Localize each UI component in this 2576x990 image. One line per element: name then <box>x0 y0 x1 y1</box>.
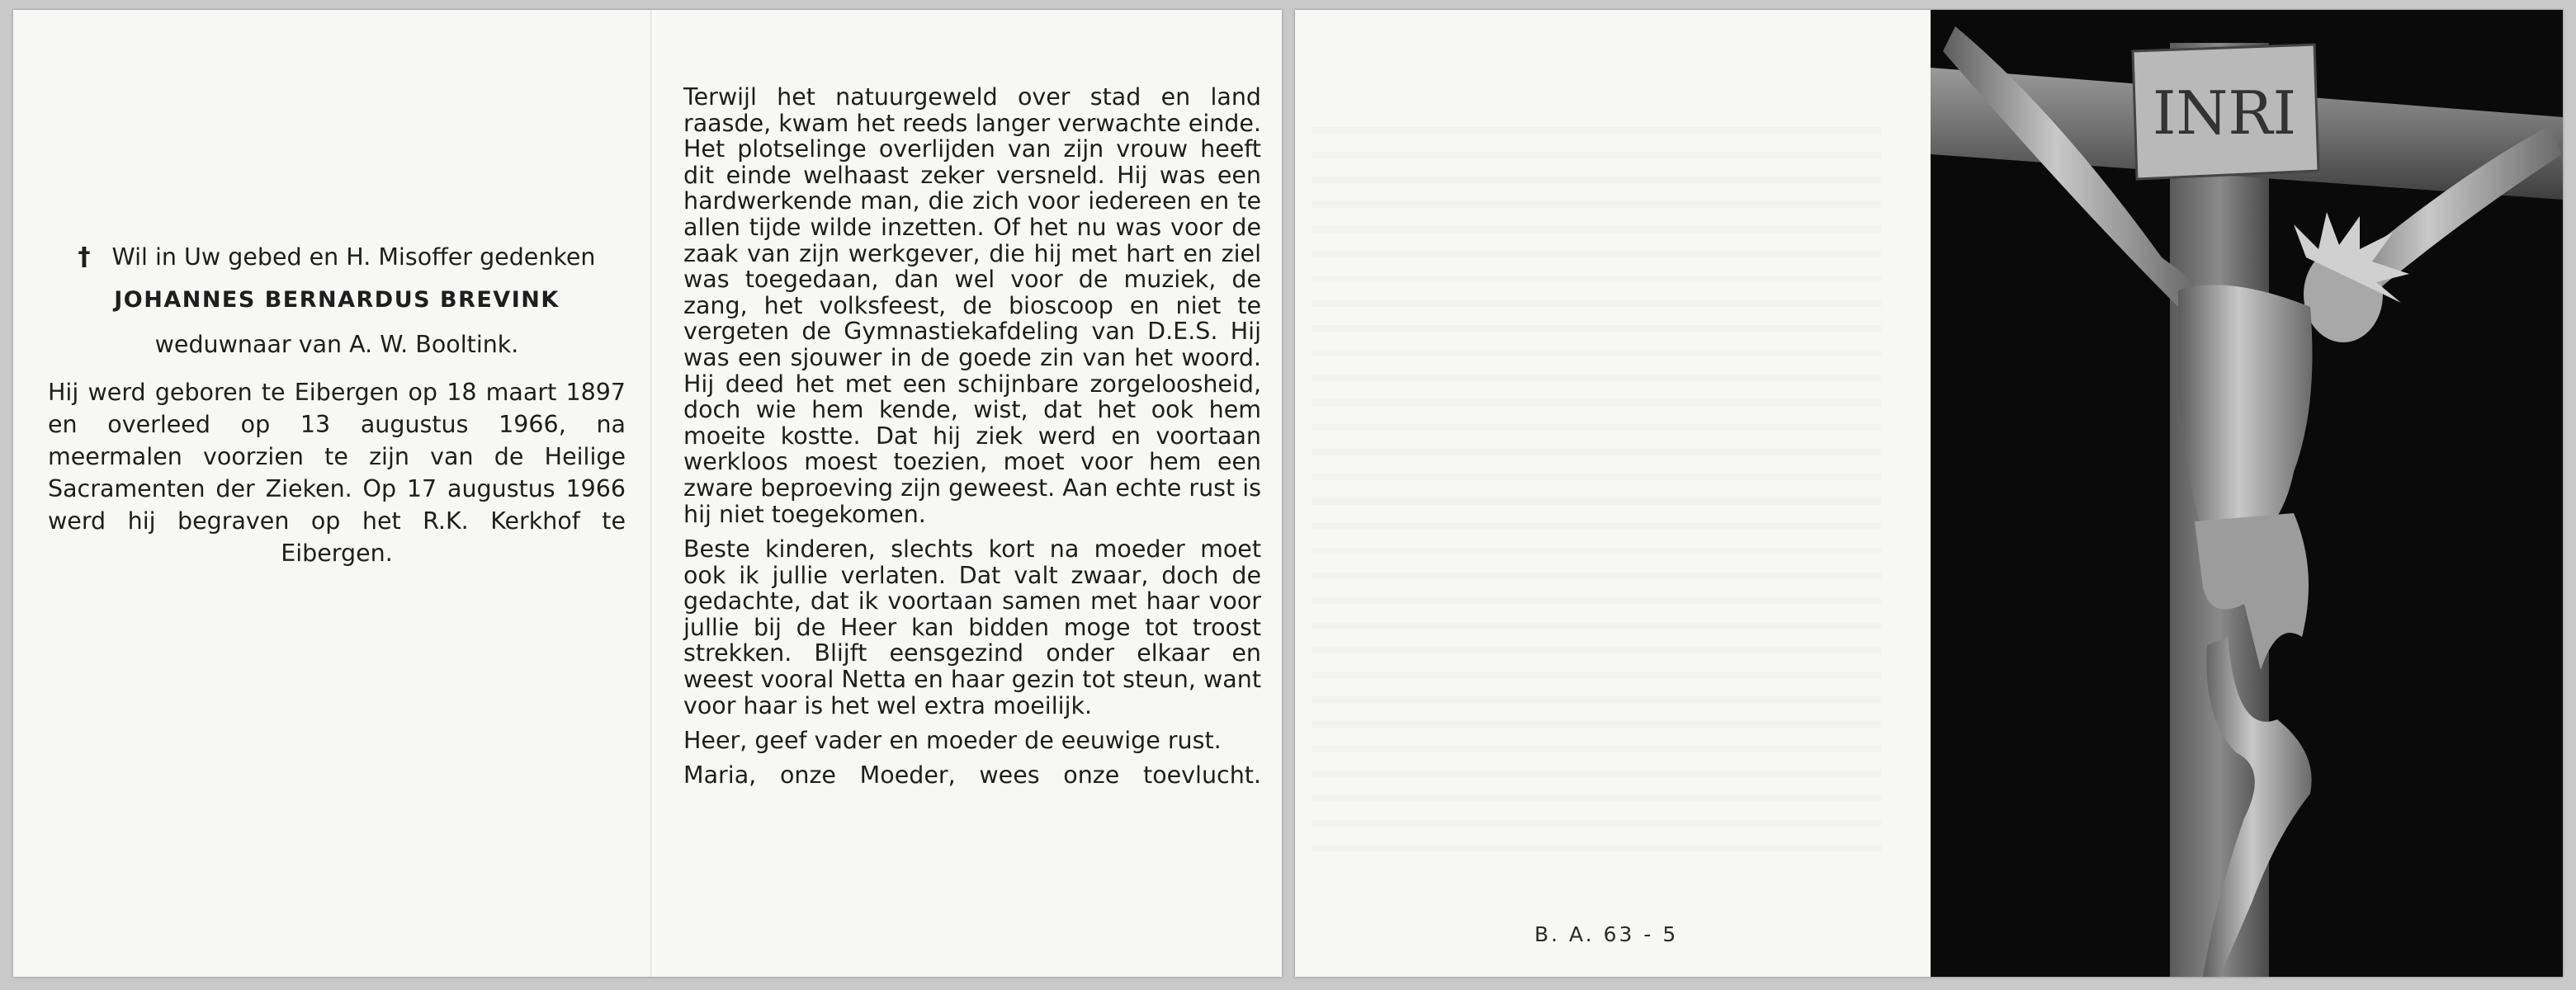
biography-text: Hij werd geboren te Eibergen op 18 maart 1897 en overleed op 13 augustus 1966, na meermalen voorzien te zijn van de Heilige Sacramenten der Zieken. Op 17 augustus 1966 werd hij begraven op het R.K. Kerkhof te Eibergen. <box>48 379 626 567</box>
cross-icon: † <box>78 243 91 271</box>
page-1-announcement <box>48 241 626 569</box>
prayer-maria: Maria, onze Moeder, wees onze toevlucht. <box>683 761 1261 789</box>
show-through-text <box>1312 109 1881 868</box>
deceased-name: JOHANNES BERNARDUS BREVINK <box>114 287 560 313</box>
invocation-line <box>48 241 626 274</box>
widower-line: weduwnaar van A. W. Booltink. <box>154 331 519 358</box>
prayer-rest: Heer, geef vader en moeder de eeuwige rust. <box>683 727 1222 755</box>
print-code: B. A. 63 - 5 <box>1534 922 1679 946</box>
invocation-text: Wil in Uw gebed en H. Misoffer gedenken <box>111 243 596 271</box>
titulus-text: INRI <box>2152 78 2297 148</box>
card-sheet-right <box>1295 10 2563 977</box>
eulogy-paragraph-2: Beste kinderen, slechts kort na moeder moet ook ik jullie verlaten. Dat valt zwaar, doch de gedachte, dat ik voortaan samen met haar voor jullie bij de Heer kan bidden moge tot troost strekken. Blijft eensgezind onder elkaar en weest vooral Netta en haar gezin tot steun, want voor haar is het wel extra moeilijk. <box>683 535 1261 719</box>
card-sheet-left <box>13 10 1282 977</box>
page-2-eulogy <box>683 84 1261 797</box>
crucifix-photo <box>1931 10 2563 977</box>
crucifix-image <box>1931 10 2563 977</box>
eulogy-paragraph-1: Terwijl het natuurgeweld over stad en land raasde, kwam het reeds langer verwachte einde. Het plotselinge overlijden van zijn vrouw heeft dit einde welhaast zeker versneld. Hij was een hardwerkende man, die zich voor iedereen en te allen tijde wilde inzetten. Of het nu was voor de zaak van zijn werkgever, die hij met hart en ziel was toegedaan, dan wel voor de muziek, de zang, het volksfeest, de bioscoop en niet te vergeten de Gymnastiekafdeling van D.E.S. Hij was een sjouwer in de goede zin van het woord. Hij deed het met een schijnbare zorgeloosheid, doch wie hem kende, wist, dat het ook hem moeite kostte. Dat hij ziek werd en voortaan werkloos moest toezien, moet voor hem een zware beproeving zijn geweest. Aan echte rust is hij niet toegekomen. <box>683 83 1262 528</box>
fold-line <box>649 10 655 977</box>
